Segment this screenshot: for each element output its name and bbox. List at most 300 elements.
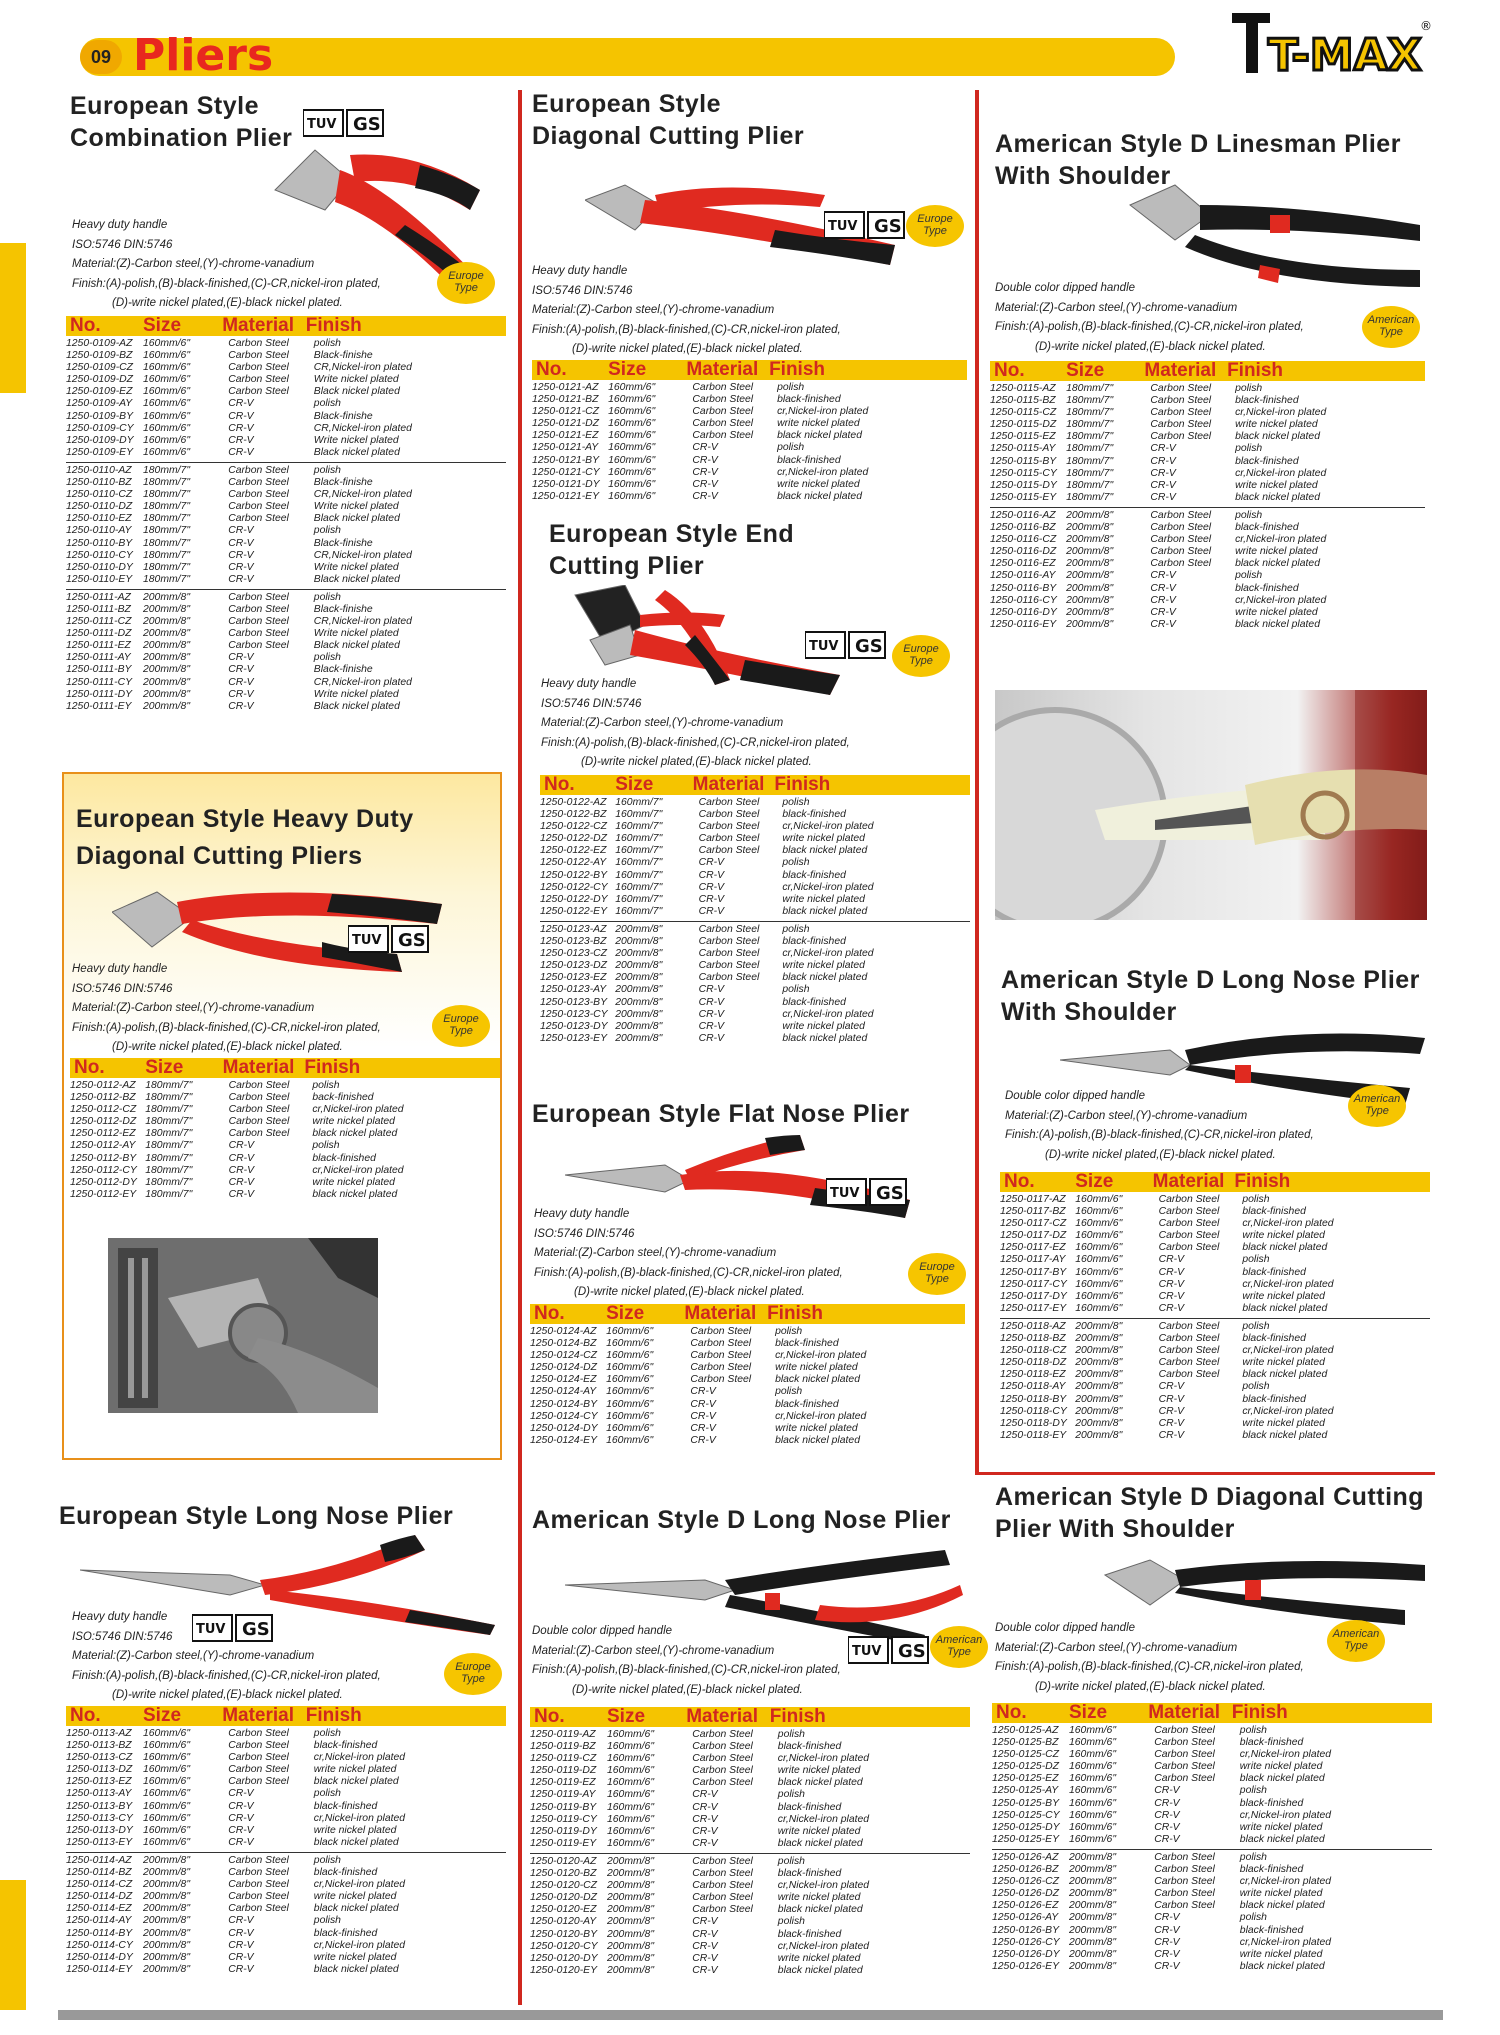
table-row bbox=[1000, 1279, 1430, 1291]
table-row bbox=[992, 1834, 1432, 1846]
column-header: Size bbox=[1075, 1171, 1114, 1192]
column-header: Finish bbox=[1227, 360, 1284, 381]
finish: Black nickel plated bbox=[313, 513, 400, 525]
table-row bbox=[530, 1753, 970, 1765]
finish: polish bbox=[1235, 443, 1263, 455]
material: Carbon Steel bbox=[1158, 1194, 1220, 1205]
part-number: 1250-0109-DZ bbox=[66, 374, 134, 386]
part-number: 1250-0117-DZ bbox=[1000, 1230, 1067, 1242]
type-badge: American Type bbox=[1362, 306, 1420, 348]
material: CR-V bbox=[1158, 1393, 1185, 1405]
section-title: European Style Flat Nose Plier bbox=[532, 1100, 910, 1128]
part-number: 1250-0120-BY bbox=[530, 1928, 598, 1940]
material: Carbon Steel bbox=[692, 1777, 753, 1789]
part-number: 1250-0117-EZ bbox=[1000, 1242, 1066, 1254]
svg-text:TUV: TUV bbox=[809, 639, 839, 654]
table-row bbox=[66, 1813, 506, 1825]
part-number: 1250-0112-BZ bbox=[70, 1092, 136, 1104]
section-divider bbox=[975, 1472, 1435, 1475]
part-number: 1250-0120-DY bbox=[530, 1952, 598, 1964]
table-row bbox=[540, 857, 970, 869]
table-row bbox=[1000, 1242, 1430, 1254]
table-row bbox=[1000, 1345, 1430, 1357]
size: 200mm/8" bbox=[1066, 546, 1114, 558]
table-row bbox=[532, 455, 967, 467]
size: 180mm/7" bbox=[1066, 395, 1114, 407]
material: CR-V bbox=[228, 1963, 254, 1975]
size: 200mm/8" bbox=[1069, 1948, 1117, 1960]
finish: write nickel plated bbox=[1235, 419, 1318, 431]
part-number: 1250-0125-BY bbox=[992, 1797, 1060, 1809]
material: CR-V bbox=[228, 1188, 255, 1200]
finish: polish bbox=[1239, 1725, 1267, 1736]
material: Carbon Steel bbox=[228, 1776, 289, 1788]
material: CR-V bbox=[1150, 479, 1176, 491]
section-title: American Style D Long Nose Plier bbox=[532, 1506, 951, 1534]
finish: black-finished bbox=[777, 1868, 842, 1880]
table-row bbox=[66, 616, 506, 628]
size: 200mm/8" bbox=[143, 616, 191, 628]
part-number: 1250-0110-EY bbox=[66, 573, 133, 585]
size: 200mm/8" bbox=[615, 1020, 663, 1032]
table-row bbox=[66, 398, 506, 410]
part-number: 1250-0111-EZ bbox=[66, 640, 131, 652]
size: 160mm/6" bbox=[1075, 1230, 1123, 1242]
finish: black nickel plated bbox=[313, 1903, 399, 1915]
part-number: 1250-0112-EY bbox=[70, 1188, 137, 1200]
column-header: Finish bbox=[774, 774, 831, 795]
table-row bbox=[530, 1929, 970, 1941]
table-header bbox=[540, 775, 970, 795]
size: 160mm/6" bbox=[1069, 1809, 1117, 1821]
size: 180mm/7" bbox=[1066, 383, 1114, 394]
table-row bbox=[540, 870, 970, 882]
finish: polish bbox=[777, 1729, 805, 1740]
material: CR-V bbox=[692, 1928, 718, 1940]
part-number: 1250-0112-AY bbox=[70, 1140, 136, 1152]
section-description bbox=[1005, 1087, 1425, 1165]
size: 160mm/6" bbox=[1075, 1218, 1123, 1230]
material: CR-V bbox=[228, 561, 254, 573]
material: CR-V bbox=[692, 1813, 718, 1825]
material: Carbon Steel bbox=[1154, 1888, 1215, 1900]
size: 160mm/6" bbox=[1075, 1206, 1123, 1218]
finish: polish bbox=[313, 398, 341, 410]
size: 200mm/8" bbox=[143, 628, 191, 640]
side-tab-top bbox=[0, 243, 26, 393]
finish: cr,Nickel-iron plated bbox=[782, 948, 874, 960]
part-number: 1250-0118-EZ bbox=[1000, 1369, 1066, 1381]
section-end-cutting-plier bbox=[549, 518, 794, 582]
part-number: 1250-0118-CZ bbox=[1000, 1345, 1067, 1357]
column-header: No. bbox=[74, 1057, 105, 1078]
material: Carbon Steel bbox=[228, 603, 289, 615]
section-title: European Style Long Nose Plier bbox=[59, 1502, 454, 1530]
material: CR-V bbox=[1158, 1429, 1185, 1441]
desc-line: Finish:(A)-polish,(B)-black-finished,(C)-CR,nickel-iron plated, bbox=[534, 1266, 843, 1279]
column-header: Finish bbox=[305, 315, 362, 336]
table-row bbox=[992, 1810, 1432, 1822]
table-row bbox=[992, 1798, 1432, 1810]
part-number: 1250-0119-BY bbox=[530, 1801, 597, 1813]
table-row bbox=[530, 1374, 965, 1386]
spec-table bbox=[532, 360, 967, 506]
finish: polish bbox=[312, 1080, 340, 1091]
desc-line: Double color dipped handle bbox=[995, 1622, 1136, 1634]
size: 200mm/8" bbox=[615, 1032, 663, 1044]
material: CR-V bbox=[1158, 1290, 1185, 1302]
part-number: 1250-0109-BY bbox=[66, 410, 134, 422]
size: 200mm/8" bbox=[143, 1915, 191, 1927]
table-row bbox=[530, 1423, 965, 1435]
material: Carbon Steel bbox=[692, 1729, 753, 1740]
finish: black-finished bbox=[775, 1338, 839, 1350]
table-row bbox=[530, 1904, 970, 1916]
column-header: Material bbox=[684, 1303, 757, 1324]
table-row bbox=[66, 562, 506, 574]
part-number: 1250-0122-BY bbox=[540, 869, 608, 881]
part-number: 1250-0121-EZ bbox=[532, 430, 599, 442]
finish: polish bbox=[312, 1140, 340, 1152]
material: CR-V bbox=[1150, 594, 1176, 606]
finish: cr,Nickel-iron plated bbox=[777, 406, 869, 418]
material: Carbon Steel bbox=[1158, 1320, 1220, 1332]
material: CR-V bbox=[698, 1008, 725, 1020]
material: Carbon Steel bbox=[1154, 1900, 1215, 1912]
size: 200mm/8" bbox=[143, 640, 191, 652]
finish: black nickel plated bbox=[1242, 1369, 1328, 1381]
table-group bbox=[992, 1723, 1432, 1850]
table-row bbox=[66, 1837, 506, 1849]
finish: polish bbox=[1242, 1320, 1270, 1332]
table-group bbox=[530, 1324, 965, 1450]
desc-line: Heavy duty handle bbox=[72, 1611, 168, 1623]
table-row bbox=[1000, 1357, 1430, 1369]
material: Carbon Steel bbox=[228, 513, 289, 525]
finish: black nickel plated bbox=[1235, 558, 1320, 570]
column-header: No. bbox=[70, 1705, 101, 1726]
part-number: 1250-0111-AY bbox=[66, 652, 131, 664]
part-number: 1250-0121-CZ bbox=[532, 406, 600, 418]
finish: polish bbox=[1239, 1851, 1267, 1863]
finish: black nickel plated bbox=[1235, 618, 1320, 630]
table-row bbox=[532, 418, 967, 430]
material: Carbon Steel bbox=[1154, 1761, 1215, 1773]
column-header: Finish bbox=[305, 1705, 362, 1726]
spec-table bbox=[66, 316, 506, 716]
table-row bbox=[990, 456, 1425, 468]
table-row bbox=[66, 525, 506, 537]
part-number: 1250-0117-AY bbox=[1000, 1254, 1066, 1266]
part-number: 1250-0113-EZ bbox=[66, 1776, 132, 1788]
table-row bbox=[530, 1741, 970, 1753]
material: CR-V bbox=[228, 1836, 254, 1848]
column-header: Size bbox=[143, 315, 182, 336]
part-number: 1250-0123-AZ bbox=[540, 923, 607, 935]
material: CR-V bbox=[1154, 1924, 1180, 1936]
size: 200mm/8" bbox=[1069, 1864, 1117, 1876]
table-row bbox=[66, 1788, 506, 1800]
type-badge: American Type bbox=[930, 1626, 988, 1668]
desc-line: Finish:(A)-polish,(B)-black-finished,(C)-CR,nickel-iron plated, bbox=[72, 1021, 381, 1034]
desc-line: Double color dipped handle bbox=[532, 1625, 673, 1637]
material: CR-V bbox=[1150, 455, 1176, 467]
material: Carbon Steel bbox=[692, 1765, 753, 1777]
finish: CR,Nickel-iron plated bbox=[313, 676, 412, 688]
column-header: Finish bbox=[1234, 1171, 1291, 1192]
part-number: 1250-0113-BY bbox=[66, 1800, 133, 1812]
material: CR-V bbox=[1158, 1417, 1185, 1429]
table-row bbox=[66, 1915, 506, 1927]
material: CR-V bbox=[692, 1789, 718, 1801]
finish: write nickel plated bbox=[313, 1764, 397, 1776]
part-number: 1250-0121-AZ bbox=[532, 382, 599, 393]
finish: Black-finishe bbox=[313, 477, 373, 489]
finish: polish bbox=[775, 1326, 803, 1337]
table-row bbox=[540, 948, 970, 960]
part-number: 1250-0111-DY bbox=[66, 688, 133, 700]
material: CR-V bbox=[698, 893, 725, 905]
material: Carbon Steel bbox=[692, 1741, 753, 1753]
section-description bbox=[72, 1608, 472, 1706]
table-row bbox=[532, 442, 967, 454]
finish: polish bbox=[313, 464, 341, 476]
table-row bbox=[992, 1749, 1432, 1761]
finish: write nickel plated bbox=[777, 478, 860, 490]
finish: black-finished bbox=[782, 936, 846, 948]
finish: polish bbox=[313, 1788, 341, 1800]
material: Carbon Steel bbox=[698, 821, 760, 833]
size: 200mm/8" bbox=[607, 1964, 655, 1976]
finish: black nickel plated bbox=[312, 1128, 398, 1140]
table-row bbox=[992, 1852, 1432, 1864]
table-row bbox=[992, 1876, 1432, 1888]
material: CR-V bbox=[228, 1140, 255, 1152]
product-photo-in-use bbox=[995, 690, 1427, 920]
svg-text:TUV: TUV bbox=[196, 1622, 226, 1637]
table-row bbox=[66, 1776, 506, 1788]
size: 200mm/8" bbox=[607, 1880, 655, 1892]
part-number: 1250-0110-EZ bbox=[66, 513, 132, 525]
desc-line: ISO:5746 DIN:5746 bbox=[541, 697, 642, 710]
finish: black-finished bbox=[782, 996, 846, 1008]
table-row bbox=[66, 465, 506, 477]
size: 160mm/6" bbox=[608, 394, 656, 406]
finish: write nickel plated bbox=[775, 1362, 858, 1374]
material: Carbon Steel bbox=[690, 1362, 752, 1374]
part-number: 1250-0116-AY bbox=[990, 570, 1056, 582]
size: 200mm/8" bbox=[1069, 1851, 1117, 1863]
finish: write nickel plated bbox=[313, 1951, 397, 1963]
spec-table bbox=[70, 1058, 500, 1204]
part-number: 1250-0111-BY bbox=[66, 664, 132, 676]
part-number: 1250-0115-EZ bbox=[990, 431, 1056, 443]
material: Carbon Steel bbox=[692, 382, 754, 393]
column-header: Material bbox=[222, 1057, 295, 1078]
part-number: 1250-0118-EY bbox=[1000, 1429, 1067, 1441]
material: Carbon Steel bbox=[228, 1891, 289, 1903]
part-number: 1250-0119-BZ bbox=[530, 1741, 596, 1753]
table-row bbox=[530, 1399, 965, 1411]
material: CR-V bbox=[228, 398, 254, 410]
material: Carbon Steel bbox=[1154, 1773, 1215, 1785]
part-number: 1250-0113-AZ bbox=[66, 1728, 132, 1739]
size: 200mm/8" bbox=[143, 1879, 191, 1891]
size: 180mm/7" bbox=[143, 549, 191, 561]
material: Carbon Steel bbox=[1158, 1369, 1220, 1381]
part-number: 1250-0118-DY bbox=[1000, 1417, 1067, 1429]
size: 160mm/6" bbox=[1069, 1821, 1117, 1833]
product-photo-cutting bbox=[108, 1238, 378, 1413]
material: CR-V bbox=[1154, 1809, 1180, 1821]
finish: CR,Nickel-iron plated bbox=[313, 549, 412, 561]
size: 160mm/6" bbox=[607, 1837, 655, 1849]
material: CR-V bbox=[692, 490, 718, 502]
material: CR-V bbox=[1150, 618, 1176, 630]
size: 200mm/8" bbox=[1069, 1924, 1117, 1936]
part-number: 1250-0121-DZ bbox=[532, 418, 600, 430]
page-footer-bar bbox=[58, 2010, 1443, 2020]
table-row bbox=[540, 809, 970, 821]
section-title: American Style D Diagonal Cutting Plier With Shoulder bbox=[995, 1483, 1425, 1543]
finish: write nickel plated bbox=[1239, 1761, 1323, 1773]
size: 180mm/7" bbox=[1066, 407, 1114, 419]
part-number: 1250-0113-AY bbox=[66, 1788, 132, 1800]
part-number: 1250-0118-BY bbox=[1000, 1393, 1067, 1405]
part-number: 1250-0111-CY bbox=[66, 676, 133, 688]
spec-table bbox=[530, 1304, 965, 1450]
part-number: 1250-0117-CY bbox=[1000, 1278, 1067, 1290]
column-header: No. bbox=[534, 1303, 565, 1324]
size: 160mm/6" bbox=[143, 386, 191, 398]
svg-text:GS: GS bbox=[898, 1641, 926, 1662]
material: CR-V bbox=[692, 454, 718, 466]
size: 200mm/8" bbox=[143, 1927, 191, 1939]
part-number: 1250-0125-BZ bbox=[992, 1737, 1059, 1749]
part-number: 1250-0116-DY bbox=[990, 606, 1057, 618]
finish: polish bbox=[1235, 383, 1263, 394]
table-row bbox=[530, 1916, 970, 1928]
part-number: 1250-0115-EY bbox=[990, 491, 1057, 503]
svg-text:GS: GS bbox=[398, 930, 426, 951]
desc-line: Material:(Z)-Carbon steel,(Y)-chrome-vanadium bbox=[995, 301, 1238, 314]
table-group bbox=[532, 380, 967, 506]
part-number: 1250-0125-AZ bbox=[992, 1725, 1059, 1736]
part-number: 1250-0124-EZ bbox=[530, 1374, 597, 1386]
finish: write nickel plated bbox=[775, 1422, 858, 1434]
table-header bbox=[530, 1304, 965, 1324]
table-row bbox=[66, 374, 506, 386]
finish: cr,Nickel-iron plated bbox=[313, 1879, 406, 1891]
size: 200mm/8" bbox=[1069, 1876, 1117, 1888]
finish: Black nickel plated bbox=[313, 573, 400, 585]
part-number: 1250-0112-DZ bbox=[70, 1116, 137, 1128]
desc-line: Material:(Z)-Carbon steel,(Y)-chrome-vanadium bbox=[532, 304, 775, 316]
material: Carbon Steel bbox=[1150, 383, 1212, 394]
size: 200mm/8" bbox=[1066, 570, 1114, 582]
linesman-in-use-illustration bbox=[995, 690, 1427, 920]
size: 160mm/6" bbox=[1075, 1278, 1123, 1290]
table-row bbox=[990, 607, 1425, 619]
size: 200mm/8" bbox=[1069, 1936, 1117, 1948]
size: 160mm/6" bbox=[606, 1326, 654, 1337]
table-row bbox=[70, 1165, 500, 1177]
spec-table bbox=[990, 361, 1425, 634]
part-number: 1250-0115-CY bbox=[990, 467, 1057, 479]
desc-line: Material:(Z)-Carbon steel,(Y)-chrome-vanadium bbox=[541, 717, 784, 729]
table-row bbox=[540, 833, 970, 845]
part-number: 1250-0114-AZ bbox=[66, 1854, 132, 1866]
finish: polish bbox=[782, 984, 810, 996]
finish: cr,Nickel-iron plated bbox=[777, 1880, 870, 1892]
size: 200mm/8" bbox=[615, 923, 663, 935]
size: 160mm/6" bbox=[143, 410, 191, 422]
desc-line: Double color dipped handle bbox=[1005, 1090, 1146, 1102]
table-row bbox=[530, 1892, 970, 1904]
part-number: 1250-0122-CY bbox=[540, 881, 608, 893]
part-number: 1250-0122-DY bbox=[540, 893, 608, 905]
size: 200mm/8" bbox=[607, 1916, 655, 1928]
finish: polish bbox=[782, 797, 810, 808]
material: Carbon Steel bbox=[228, 1854, 289, 1866]
table-group bbox=[530, 1854, 970, 1980]
size: 200mm/8" bbox=[1066, 606, 1114, 618]
table-header bbox=[66, 1706, 506, 1726]
desc-line: ISO:5746 DIN:5746 bbox=[72, 238, 173, 251]
table-row bbox=[1000, 1406, 1430, 1418]
part-number: 1250-0119-EY bbox=[530, 1837, 597, 1849]
finish: write nickel plated bbox=[782, 1020, 865, 1032]
material: Carbon Steel bbox=[698, 797, 760, 808]
finish: black-finished bbox=[1235, 582, 1299, 594]
part-number: 1250-0123-CY bbox=[540, 1008, 608, 1020]
finish: black-finished bbox=[1242, 1206, 1306, 1218]
tuv-gs-badge bbox=[348, 924, 430, 954]
table-row bbox=[66, 501, 506, 513]
part-number: 1250-0126-BY bbox=[992, 1924, 1060, 1936]
size: 200mm/8" bbox=[1069, 1912, 1117, 1924]
finish: black-finished bbox=[1242, 1393, 1306, 1405]
table-row bbox=[992, 1761, 1432, 1773]
table-row bbox=[66, 1879, 506, 1891]
section-description bbox=[995, 1619, 1415, 1697]
size: 160mm/6" bbox=[1075, 1290, 1123, 1302]
material: Carbon Steel bbox=[228, 1764, 289, 1776]
part-number: 1250-0118-DZ bbox=[1000, 1357, 1067, 1369]
material: Carbon Steel bbox=[228, 1867, 289, 1879]
section-title: American Style D Long Nose Plier With Shoulder bbox=[1001, 966, 1420, 1026]
table-row bbox=[530, 1765, 970, 1777]
finish: cr,Nickel-iron plated bbox=[1242, 1218, 1334, 1230]
part-number: 1250-0122-AZ bbox=[540, 797, 607, 808]
size: 200mm/8" bbox=[1075, 1357, 1123, 1369]
finish: write nickel plated bbox=[313, 1824, 397, 1836]
svg-text:TUV: TUV bbox=[352, 933, 382, 948]
desc-line: ISO:5746 DIN:5746 bbox=[534, 1227, 635, 1240]
finish: polish bbox=[313, 591, 341, 603]
finish: black-finished bbox=[1235, 395, 1299, 407]
registered-mark: ® bbox=[1420, 19, 1432, 33]
size: 200mm/8" bbox=[1075, 1393, 1123, 1405]
size: 200mm/8" bbox=[1075, 1405, 1123, 1417]
desc-line: Finish:(A)-polish,(B)-black-finished,(C)-CR,nickel-iron plated, bbox=[72, 1669, 381, 1682]
size: 160mm/6" bbox=[606, 1422, 654, 1434]
size: 200mm/8" bbox=[143, 688, 191, 700]
finish: black nickel plated bbox=[782, 1032, 868, 1044]
material: CR-V bbox=[692, 1801, 718, 1813]
part-number: 1250-0125-CZ bbox=[992, 1749, 1060, 1761]
size: 160mm/6" bbox=[606, 1386, 654, 1398]
